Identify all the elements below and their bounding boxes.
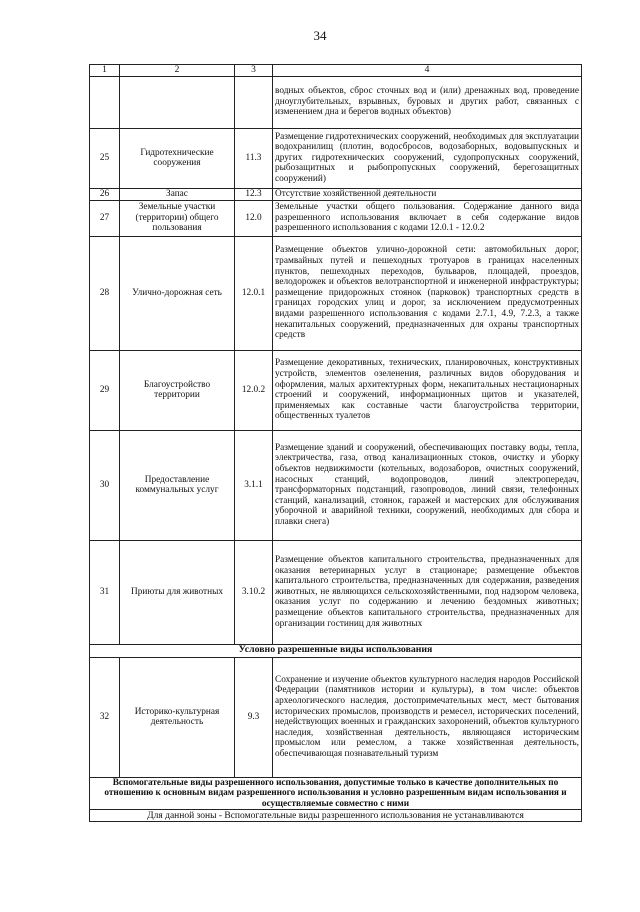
row-description: Размещение объектов капитального строительства, предназначенных для оказания ветеринарных услуг в стационаре; размещение объектов капитального строительства, предназначенных для содержания, разведения животных, не являющихся сельскохозяйственными, под надзором человека, оказания услуг по содержанию и лечению бездомных животных; размещение объектов капитального строительства, предназначенных для организации гостиниц для животных — [273, 540, 582, 644]
row-name: Земельные участки (территории) общего пользования — [120, 200, 235, 236]
row-number: 27 — [90, 200, 120, 236]
row-code: 12.0.1 — [235, 236, 273, 350]
row-code: 12.3 — [235, 188, 273, 200]
row-number: 28 — [90, 236, 120, 350]
row-name: Улично-дорожная сеть — [120, 236, 235, 350]
row-description: Размещение декоративных, технических, планировочных, конструктивных устройств, элементов озеленения, различных видов оборудования и оформления, малых архитектурных форм, некапитальных нестационарных строений и сооружений, информационных щитов и указателей, применяемых как составные части благоустройства территории, общественных туалетов — [273, 350, 582, 430]
row-number: 29 — [90, 350, 120, 430]
final-note-row — [90, 810, 582, 822]
table-row — [90, 350, 582, 430]
row-code: 12.0.2 — [235, 350, 273, 430]
row-code: 3.10.2 — [235, 540, 273, 644]
row-code: 3.1.1 — [235, 430, 273, 540]
permitted-use-table — [89, 64, 582, 822]
row-name: Запас — [120, 188, 235, 200]
row-number: 30 — [90, 430, 120, 540]
header-cell: 2 — [120, 65, 235, 77]
table-header-row — [90, 65, 582, 77]
auxiliary-note-row — [90, 777, 582, 810]
row-name: Благоустройство территории — [120, 350, 235, 430]
table-row — [90, 236, 582, 350]
row-description: Отсутствие хозяйственной деятельности — [273, 188, 582, 200]
row-description: Размещение зданий и сооружений, обеспечивающих поставку воды, тепла, электричества, газа, отвод канализационных стоков, очистку и уборку объектов недвижимости (котельных, водозаборов, очистных сооружений, насосных станций, водопроводов, линий электропередач, трансформаторных подстанций, газопроводов, линий связи, телефонных станций, канализаций, стоянок, гаражей и мастерских для обслуживания уборочной и аварийной техники, сооружений, необходимых для сбора и плавки снега) — [273, 430, 582, 540]
row-description: водных объектов, сброс сточных вод и (или) дренажных вод, проведение дноуглубительных, взрывных, буровых и других работ, связанных с изменением дна и берегов водных объектов) — [273, 76, 582, 128]
table-row — [90, 430, 582, 540]
row-number: 25 — [90, 128, 120, 188]
table-row — [90, 657, 582, 777]
row-description: Размещение объектов улично-дорожной сети: автомобильных дорог, трамвайных путей и пешеходных тротуаров в границах населенных пунктов, пешеходных переходов, бульваров, площадей, проездов, велодорожек и объектов велотранспортной и инженерной инфраструктуры; размещение придорожных стоянок (парковок) транспортных средств в границах городских улиц и дорог, за исключением предусмотренных видами разрешенного использования с кодами 2.7.1, 4.9, 7.2.3, а также некапитальных сооружений, предназначенных для охраны транспортных средств — [273, 236, 582, 350]
row-name: Гидротехнические сооружения — [120, 128, 235, 188]
row-code: 12.0 — [235, 200, 273, 236]
row-name: Предоставление коммунальных услуг — [120, 430, 235, 540]
auxiliary-uses-final-note: Для данной зоны - Вспомогательные виды разрешенного использования не устанавливаются — [90, 810, 582, 822]
row-description: Земельные участки общего пользования. Содержание данного вида разрешенного использования включает в себя содержание видов разрешенного использования с кодами 12.0.1 - 12.0.2 — [273, 200, 582, 236]
row-number: 26 — [90, 188, 120, 200]
row-code: 9.3 — [235, 657, 273, 777]
row-name: Приюты для животных — [120, 540, 235, 644]
table-row-continued — [90, 76, 582, 128]
row-code: 11.3 — [235, 128, 273, 188]
page-number: 34 — [313, 28, 327, 43]
row-description: Размещение гидротехнических сооружений, необходимых для эксплуатации водохранилищ (плотин, водосбросов, водозаборных, водовыпускных и других гидротехнических сооружений, судопропускных сооружений, рыбозащитных и рыбопропускных сооружений, берегозащитных сооружений) — [273, 128, 582, 188]
row-description: Сохранение и изучение объектов культурного наследия народов Российской Федерации (памятников истории и культуры), в том числе: объектов археологического наследия, достопримечательных мест, мест бытования исторических промыслов, производств и ремесел, исторических поселений, недействующих военных и гражданских захоронений, объектов культурного наследия, хозяйственная деятельность, являющаяся историческим промыслом или ремеслом, а также хозяйственная деятельность, обеспечивающая познавательный туризм — [273, 657, 582, 777]
header-cell: 4 — [273, 65, 582, 77]
row-number: 31 — [90, 540, 120, 644]
table-row — [90, 540, 582, 644]
table-row — [90, 188, 582, 200]
table-row — [90, 128, 582, 188]
section-row — [90, 644, 582, 657]
header-cell: 3 — [235, 65, 273, 77]
row-number: 32 — [90, 657, 120, 777]
header-cell: 1 — [90, 65, 120, 77]
auxiliary-uses-note: Вспомогательные виды разрешенного использования, допустимые только в качестве дополнительных по отношению к основным видам разрешенного использования и условно разрешенным видам использования и осуществляемые совместно с ними — [90, 777, 582, 810]
table-row — [90, 200, 582, 236]
section-heading-conditional: Условно разрешенные виды использования — [90, 644, 582, 657]
row-name: Историко-культурная деятельность — [120, 657, 235, 777]
